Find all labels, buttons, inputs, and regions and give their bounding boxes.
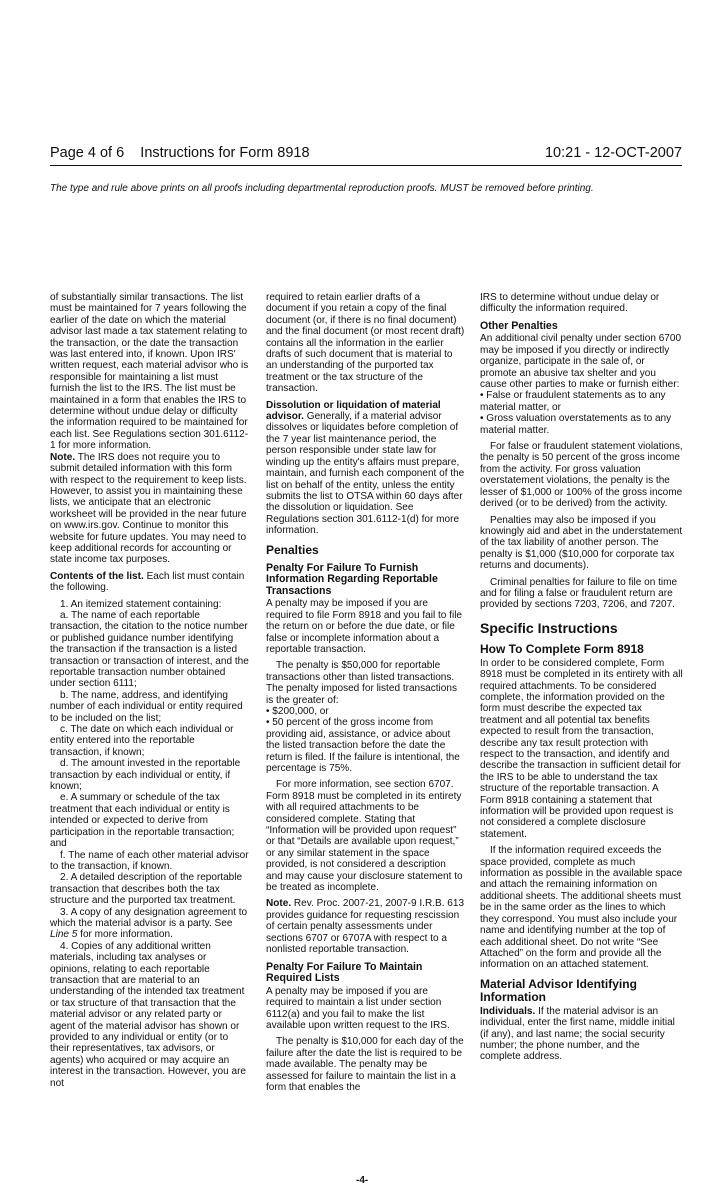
- penalties-heading: Penalties: [266, 542, 319, 557]
- dissolution-paragraph: [266, 400, 465, 537]
- item-text: for more information.: [77, 929, 173, 941]
- paragraph: In order to be considered complete, Form 8918 must be completed in its entirety with all required attachments. To be considered complete, the information provided on the form must describe the expected tax treatment and all potential tax benefits expected to result from the transaction, describe any tax result protection with respect to the transaction, and identify and describe the transaction in sufficient detail for the IRS to be able to understand the tax structure of the reportable transaction. A Form 8918 containing a statement that information will be provided upon request is not considered a complete disclosure statement.: [480, 657, 683, 840]
- paragraph: IRS to determine without undue delay or difficulty the information required.: [480, 292, 660, 315]
- list-item: c. The date on which each individual or entity entered into the reportable transaction, if known;: [50, 724, 234, 758]
- column-1: [50, 292, 249, 1089]
- individuals-paragraph: [480, 1006, 683, 1063]
- list-item: d. The amount invested in the reportable transaction by each individual or entity, if known;: [50, 758, 241, 793]
- dissolution-text: Generally, if a material advisor dissolves or liquidates before completion of the 7 year list maintenance period, the person responsible under state law for winding up the entity's affairs must prepare, maintain, and furnish each component of the list on behalf of the entity, unless the entity submits the list to OTSA within 60 days after the dissolution or liquidation. See Regulations section 301.6112-1(d) for more information.: [266, 411, 465, 537]
- list-item: [50, 907, 249, 941]
- other-penalties-heading: Other Penalties: [480, 319, 558, 332]
- how-to-complete-heading: How To Complete Form 8918: [480, 641, 644, 656]
- list-item: f. The name of each other material advisor to the transaction, if known.: [50, 849, 249, 872]
- list-item: 2. A detailed description of the reportable transaction that describes both the tax structure and the purported tax treatment.: [50, 872, 243, 907]
- proof-notice: The type and rule above prints on all proofs including departmental reproduction proofs. MUST be removed before printing.: [50, 183, 594, 194]
- penalty-furnish-heading: Penalty For Failure To Furnish Information Regarding Reportable Transactions: [266, 561, 438, 597]
- list-item: 1. An itemized statement containing:: [60, 598, 222, 610]
- item-text: 3. A copy of any designation agreement to which the material advisor is a party. See: [50, 906, 248, 929]
- bullet-item: • False or fraudulent statements as to any material matter, or: [480, 390, 666, 413]
- page-header: [50, 143, 682, 166]
- note-text: Rev. Proc. 2007-21, 2007-9 I.R.B. 613 provides guidance for requesting rescission of certain penalty assessments under sections 6707 or 6707A with respect to a nonlisted reportable transaction.: [266, 898, 465, 956]
- list-item: b. The name, address, and identifying number of each individual or entity required to be included on the list;: [50, 689, 243, 724]
- list-item: 4. Copies of any additional written materials, including tax analyses or opinions, relating to each reportable transaction that are material to an understanding of the intended tax treatment or tax structure of that transaction that the material advisor or any related party or agent of the material advisor has shown or provided to any individual or entity (or to their representatives, tax advisors, or agents) who acquired or may acquire an interest in the transaction. However, you are not: [50, 940, 247, 1089]
- bullet-item: • 50 percent of the gross income from providing aid, assistance, or advice about the listed transaction before the date the return is filed. If the failure is intentional, the percentage is 75%.: [266, 717, 460, 774]
- column-3: [480, 292, 683, 1063]
- material-advisor-heading: Material Advisor Identifying Information: [480, 976, 637, 1004]
- paragraph: A penalty may be imposed if you are required to file Form 8918 and you fail to file the return on or before the due date, or file false or incomplete information about a reportable transaction.: [266, 598, 463, 655]
- individuals-lead: Individuals.: [480, 1005, 536, 1017]
- note-lead: Note.: [266, 898, 292, 910]
- penalty-maintain-heading: Penalty For Failure To Maintain Required Lists: [266, 960, 423, 985]
- paragraph: For false or fraudulent statement violations, the penalty is 50 percent of the gross income from the activity. For gross valuation overstatement violations, the penalty is the lesser of $1,000 or 100% of the gross income derived (or to be derived) from the activity.: [480, 441, 683, 510]
- note-text: The IRS does not require you to submit detailed information with this form with respect to the requirement to keep lists. However, to assist you in maintaining these lists, we anticipate that an electronic worksheet will be provided in the near future on www.irs.gov. Continue to monitor this website for future updates. You may need to keep additional records for accounting or state income tax purposes.: [50, 451, 247, 566]
- contents-text: Each list must contain the following.: [50, 570, 245, 594]
- bullet-item: • Gross valuation overstatements as to any material matter.: [480, 413, 672, 436]
- note-lead: Note.: [50, 451, 76, 463]
- specific-instructions-heading: Specific Instructions: [480, 619, 618, 636]
- paragraph: For more information, see section 6707. Form 8918 must be completed in its entirety with all required attachments to be considered complete. Stating that “Information will be provided upon request” or that “Details are available upon request,” or any similar statement in the space provided, is not considered a description and may cause your disclosure statement to be treated as incomplete.: [266, 779, 463, 894]
- line-5-reference: Line 5: [50, 929, 78, 941]
- page-number: -4-: [356, 1175, 369, 1186]
- bullet-item: • $200,000, or: [266, 705, 329, 717]
- header-left: Page 4 of 6 Instructions for Form 8918: [50, 145, 310, 161]
- paragraph: Penalties may also be imposed if you knowingly aid and abet in the understatement of the tax liability of another person. The penalty is $1,000 ($10,000 for corporate tax returns and documents).: [480, 514, 683, 572]
- paragraph: The penalty is $10,000 for each day of the failure after the date the list is required to be made available. The penalty may be assessed for failure to maintain the list in a form that enables the: [266, 1036, 464, 1093]
- dissolution-lead: Dissolution or liquidation of material advisor.: [266, 399, 441, 423]
- note-paragraph: [50, 452, 249, 566]
- column-2: [266, 292, 465, 1093]
- paragraph: of substantially similar transactions. The list must be maintained for 7 years following the earlier of the date on which the material advisor last made a tax statement relating to the transaction, or the date the transaction was last entered into, if known. Upon IRS' written request, each material advisor who is responsible for maintaining a list must furnish the list to the IRS. The list must be maintained in a form that enables the IRS to determine without undue delay or difficulty the information required to be maintained for each list. See Regulations section 301.6112-1 for more information.: [50, 292, 249, 452]
- note-paragraph: [266, 898, 465, 955]
- paragraph: If the information required exceeds the space provided, complete as much information as possible in the available space and attach the remaining information on additional sheets. The additional sheets must be in the same order as the lines to which they correspond. You must also include your name and identifying number at the top of each additional sheet. Do not write “See Attached” on the form and provide all the information on an attached statement.: [480, 845, 683, 971]
- contents-lead: Contents of the list.: [50, 570, 144, 582]
- paragraph: required to retain earlier drafts of a document if you retain a copy of the final document (or, if there is no final document) and the final document (or most recent draft) contains all the information in the earlier drafts of such document that is material to an understanding of the purported tax treatment or the tax structure of the transaction.: [266, 292, 465, 395]
- paragraph: A penalty may be imposed if you are required to maintain a list under section 6112(a) and you fail to make the list available upon written request to the IRS.: [266, 985, 450, 1031]
- paragraph: Criminal penalties for failure to file on time and for filing a false or fraudulent return are provided by sections 7203, 7206, and 7207.: [480, 576, 678, 611]
- list-item: a. The name of each reportable transaction, the citation to the notice number or published guidance number identifying the transaction if the transaction is a listed transaction or transaction of interest, and the reportable transaction number obtained under section 6111;: [50, 609, 249, 690]
- paragraph: The penalty is $50,000 for reportable transactions other than listed transactions. The penalty imposed for listed transactions is the greater of:: [266, 660, 457, 706]
- list-item: e. A summary or schedule of the tax treatment that each individual or entity is intended or expected to derive from participation in the reportable transaction; and: [50, 792, 235, 850]
- contents-paragraph: [50, 571, 249, 594]
- individuals-text: If the material advisor is an individual, enter the first name, middle initial (if any), and last name; the social security number; the phone number, and the complete address.: [480, 1005, 675, 1063]
- paragraph: An additional civil penalty under section 6700 may be imposed if you directly or indirectly organize, participate in the sale of, or promote an abusive tax shelter and you cause other parties to make or furnish either:: [480, 333, 682, 391]
- header-right: 10:21 - 12-OCT-2007: [544, 145, 682, 161]
